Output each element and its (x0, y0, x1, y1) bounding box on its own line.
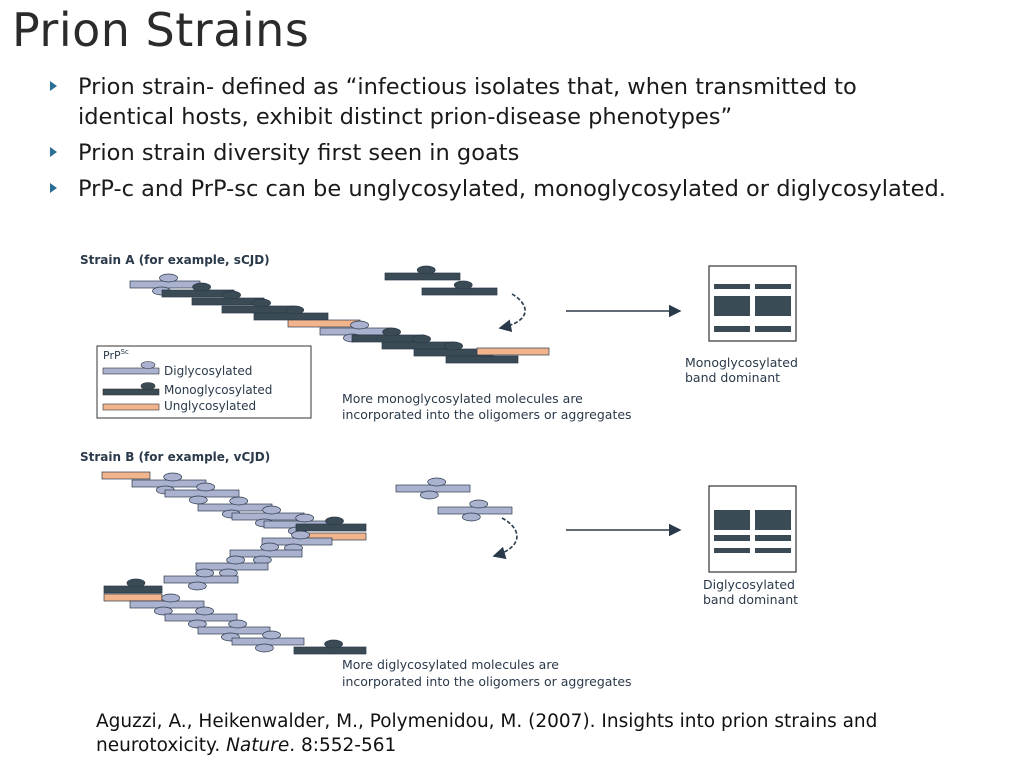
prion-molecule (198, 504, 272, 511)
glycan-blob (164, 473, 182, 481)
glycan-blob (454, 281, 472, 289)
bullet-text: Prion strain diversity first seen in goats (78, 140, 520, 166)
glycan-blob (255, 644, 273, 652)
prion-molecule (198, 627, 270, 634)
citation-pages: . 8:552-561 (289, 735, 397, 756)
glycan-blob (188, 582, 206, 590)
strain-a-caption-2: incorporated into the oligomers or aggregates (342, 407, 632, 422)
blot-a-caption-1: Monoglycosylated (685, 355, 798, 370)
glycan-blob (196, 607, 214, 615)
glycan-blob (462, 513, 480, 521)
prion-molecule (230, 550, 302, 557)
prion-molecule (130, 601, 204, 608)
glycan-blob (383, 328, 401, 336)
prion-molecule (396, 485, 470, 492)
prion-molecule (132, 480, 206, 487)
glycan-blob (413, 335, 431, 343)
glycan-blob (325, 640, 343, 648)
glycan-blob (263, 506, 281, 514)
strain-b-aggregate (102, 472, 512, 654)
strain-a-label: Strain A (for example, sCJD) (80, 253, 270, 267)
glycan-blob (286, 306, 304, 314)
prion-molecule (232, 638, 304, 645)
western-blot-b (709, 486, 796, 572)
strain-a-caption-1: More monoglycosylated molecules are (342, 391, 583, 406)
prion-molecule (165, 490, 239, 497)
prion-molecule (254, 313, 328, 320)
prion-molecule (102, 472, 150, 479)
prion-molecule (165, 614, 237, 621)
blot-b-caption-1: Diglycosylated (703, 577, 795, 592)
glycan-blob (326, 517, 344, 525)
glycan-blob (470, 500, 488, 508)
glycan-blob (428, 478, 446, 486)
bullet-text: Prion strain- defined as “infectious isolates that, when transmitted to identical hosts, exhibit distinct prion-disease phenotypes” (78, 74, 857, 130)
glycan-blob (193, 283, 211, 291)
prion-molecule (222, 306, 294, 313)
western-blot-a (709, 266, 796, 341)
glycan-blob (189, 496, 207, 504)
legend-swatch-diglycosylated (103, 368, 159, 374)
prion-molecule (294, 647, 366, 654)
prion-molecule (385, 273, 460, 280)
glycan-blob (197, 483, 215, 491)
legend-swatch-monoglycosylated (103, 389, 159, 395)
glycan-blob (196, 569, 214, 577)
glycan-blob (160, 274, 178, 282)
glycan-blob (253, 299, 271, 307)
citation-authors: Aguzzi, A., Heikenwalder, M., Polymenidou, M. (2007). Insights into prion strains and neurotoxicity. (96, 711, 878, 756)
glycan-blob (445, 342, 463, 350)
glycan-blob (230, 497, 248, 505)
prion-molecule (446, 356, 518, 363)
slide-title: Prion Strains (12, 3, 310, 57)
prion-molecule (477, 348, 549, 355)
prion-molecule (414, 349, 486, 356)
citation (96, 710, 976, 758)
legend-label-monoglycosylated: Monoglycosylated (164, 383, 273, 397)
prion-molecule (438, 507, 512, 514)
prion-molecule (382, 342, 454, 349)
legend (97, 346, 311, 418)
strain-b-caption-1: More diglycosylated molecules are (342, 657, 559, 672)
glycan-blob (261, 543, 279, 551)
prion-molecule (232, 513, 304, 520)
glycan-blob (162, 594, 180, 602)
glycan-blob (296, 514, 314, 522)
bullet-text: PrP-c and PrP-sc can be unglycosylated, monoglycosylated or diglycosylated. (78, 176, 946, 202)
prion-molecule (422, 288, 497, 295)
glycan-blob (229, 620, 247, 628)
glycan-blob (223, 291, 241, 299)
blot-b-caption-2: band dominant (703, 592, 799, 607)
prion-molecule (288, 320, 360, 327)
glycan-blob (227, 556, 245, 564)
curved-arrow-a (500, 294, 525, 328)
blot-a-caption-2: band dominant (685, 370, 781, 385)
glycan-blob (351, 321, 369, 329)
glycan-blob (292, 531, 310, 539)
glycan-blob (417, 266, 435, 274)
legend-label-unglycosylated: Unglycosylated (164, 399, 257, 413)
legend-title: PrP$^{Sc}$ (103, 348, 129, 362)
prion-molecule (320, 328, 392, 335)
strain-b-caption-2: incorporated into the oligomers or aggregates (342, 674, 632, 689)
legend-label-diglycosylated: Diglycosylated (164, 364, 253, 378)
legend-swatch-unglycosylated (103, 404, 159, 410)
glycan-blob (263, 631, 281, 639)
glycan-blob (420, 491, 438, 499)
prion-molecule (164, 576, 238, 583)
prion-molecule (104, 594, 162, 601)
citation-journal: Nature (226, 735, 290, 756)
glycan-blob (127, 579, 145, 587)
curved-arrow-b (494, 518, 517, 556)
strain-b-label: Strain B (for example, vCJD) (80, 450, 271, 464)
